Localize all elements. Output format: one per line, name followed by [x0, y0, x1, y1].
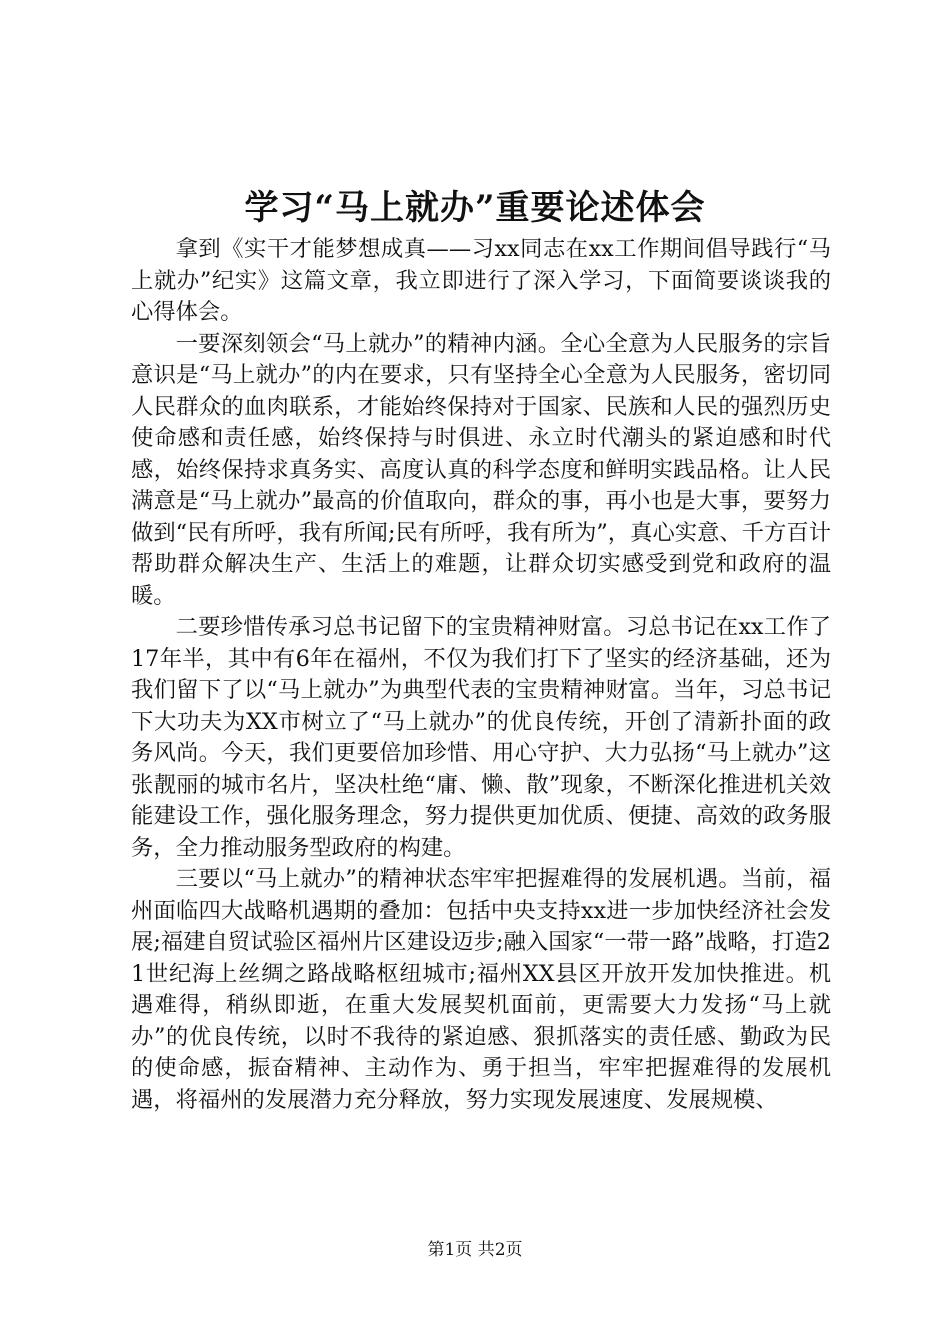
paragraph-point-two: 二要珍惜传承习总书记留下的宝贵精神财富。习总书记在xx工作了17年半，其中有6年在福州，不仅为我们打下了坚实的经济基础，还为我们留下了以“马上就办”为典型代表的宝贵精神财富。当年，习总书记下大功夫为XX市树立了“马上就办”的优良传统，开创了清新扑面的政务风尚。今天，我们更要倍加珍惜、用心守护、大力弘扬“马上就办”这张靓丽的城市名片，坚决杜绝“庸、懒、散”现象，不断深化推进机关效能建设工作，强化服务理念，努力提供更加优质、便捷、高效的政务服务，全力推动服务型政府的构建。	[131, 614, 831, 861]
document-body	[131, 234, 831, 1116]
page-number-footer: 第1页 共2页	[427, 1240, 523, 1260]
paragraph-point-three: 三要以“马上就办”的精神状态牢牢把握难得的发展机遇。当前，福州面临四大战略机遇期的叠加：包括中央支持xx进一步加快经济社会发展;福建自贸试验区福州片区建设迈步;融入国家“一带一路”战略，打造21世纪海上丝绸之路战略枢纽城市;福州XX县区开放开发加快推进。机遇难得，稍纵即逝，在重大发展契机面前，更需要大力发扬“马上就办”的优良传统，以时不我待的紧迫感、狠抓落实的责任感、勤政为民的使命感，振奋精神、主动作为、勇于担当，牢牢把握难得的发展机遇，将福州的发展潜力充分释放，努力实现发展速度、发展规模、	[131, 866, 831, 1113]
paragraph-point-one: 一要深刻领会“马上就办”的精神内涵。全心全意为人民服务的宗旨意识是“马上就办”的内在要求，只有坚持全心全意为人民服务，密切同人民群众的血肉联系，才能始终保持对于国家、民族和人民的强烈历史使命感和责任感，始终保持与时俱进、永立时代潮头的紧迫感和时代感，始终保持求真务实、高度认真的科学态度和鲜明实践品格。让人民满意是“马上就办”最高的价值取向，群众的事，再小也是大事，要努力做到“民有所呼，我有所闻;民有所呼，我有所为”，真心实意、千方百计帮助群众解决生产、生活上的难题，让群众切实感受到党和政府的温暖。	[131, 330, 831, 609]
document-title: 学习“马上就办”重要论述体会	[244, 188, 706, 228]
paragraph-intro: 拿到《实干才能梦想成真——习xx同志在xx工作期间倡导践行“马上就办”纪实》这篇文章，我立即进行了深入学习，下面简要谈谈我的心得体会。	[131, 236, 831, 325]
